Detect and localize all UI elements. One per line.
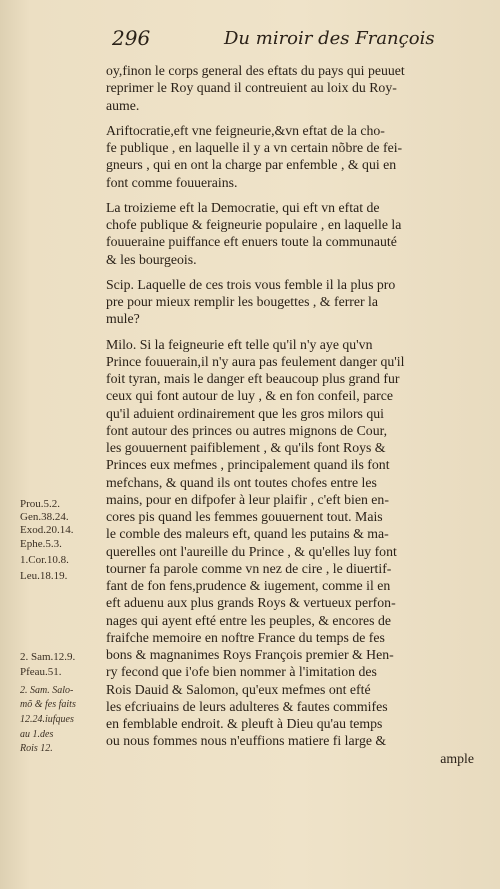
margin-note: au 1.des bbox=[20, 729, 54, 740]
margin-note: 1.Cor.10.8. bbox=[20, 554, 69, 566]
margin-note: 2. Sam.12.9. bbox=[20, 651, 76, 663]
text-line: tourner fa parole comme vn nez de cire , le diuertif- bbox=[106, 560, 392, 576]
text-line: qu'il aduient ordinairement que les gros milors qui bbox=[106, 405, 384, 421]
text-line: bons & magnanimes Roys François premier & Hen- bbox=[106, 647, 394, 662]
text-line: & les bourgeois. bbox=[106, 251, 197, 267]
text-line: font autour des princes ou autres mignons de Cour, bbox=[106, 422, 388, 438]
text-line: gneurs , qui en ont la charge par enfemble , & qui en bbox=[106, 157, 397, 173]
margin-note: Pfeau.51. bbox=[20, 666, 62, 678]
text-line: mefchans, & quand ils ont toutes chofes entre les bbox=[106, 474, 377, 490]
margin-note: Prou.5.2. bbox=[20, 498, 61, 510]
text-line: Princes eux mefmes , principalement quand ils font bbox=[106, 457, 390, 473]
text-line: mule? bbox=[106, 311, 140, 327]
text-line: aume. bbox=[106, 97, 140, 113]
text-line: Prince fouuerain,il n'y aura pas feulement danger qu'il bbox=[106, 353, 405, 369]
text-line: pre pour mieux remplir les bougettes , & ferrer la bbox=[106, 294, 379, 309]
text-line: nages qui ayent efté entre les peuples, & encores de bbox=[106, 612, 392, 628]
text-line: oy,finon le corps general des eftats du pays qui peuuet bbox=[106, 63, 405, 78]
text-line: ry fecond que i'ofe bien nommer à l'imitation des bbox=[106, 664, 377, 680]
margin-note: mõ & fes faits bbox=[20, 699, 76, 710]
text-line: ample bbox=[440, 750, 474, 766]
margin-note: Gen.38.24. bbox=[20, 511, 69, 523]
text-line: fe publique , en laquelle il y a vn certain nõbre de fei- bbox=[106, 140, 403, 155]
text-line: mains, pour en difpofer à leur plaifir , c'eft bien en- bbox=[106, 491, 389, 507]
paragraph bbox=[106, 336, 474, 767]
margin-note: Ephe.5.3. bbox=[20, 538, 62, 550]
margin-note: 12.24.iufques bbox=[20, 714, 74, 725]
paragraph bbox=[106, 122, 474, 191]
text-line: en femblable endroit. & pleuft à Dieu qu'au temps bbox=[106, 716, 383, 731]
text-line: foit tyran, mais le danger eft beaucoup plus grand fur bbox=[106, 371, 400, 386]
margin-note: Exod.20.14. bbox=[20, 524, 74, 536]
text-line: eft aduenu aux plus grands Roys & vertueux perfon- bbox=[106, 595, 396, 611]
text-line: font comme fouuerains. bbox=[106, 174, 238, 190]
text-line: fouueraine puiffance eft enuers toute la communauté bbox=[106, 234, 397, 250]
text-line: Ariftocratie,eft vne feigneurie,&vn eftat de la cho- bbox=[106, 122, 385, 138]
text-line: chofe publique & feigneurie populaire , en laquelle la bbox=[106, 217, 402, 232]
text-line: querelles ont l'aureille du Prince , & qu'elles luy font bbox=[106, 543, 397, 559]
text-line: reprimer le Roy quand il contreuient au loix du Roy- bbox=[106, 80, 397, 96]
paragraph bbox=[106, 276, 474, 328]
margin-note: Leu.18.19. bbox=[20, 570, 68, 582]
text-line: Milo. Si la feigneurie eft telle qu'il n'y aye qu'vn bbox=[106, 336, 373, 352]
paragraph bbox=[106, 199, 474, 268]
text-line: La troizieme eft la Democratie, qui eft vn eftat de bbox=[106, 199, 380, 215]
text-line: fant de fon fens,prudence & iugement, comme il en bbox=[106, 578, 391, 593]
running-title: Du miroir des François bbox=[224, 28, 435, 49]
margin-note: 2. Sam. Salo- bbox=[20, 685, 74, 696]
text-line: les gouuernent paifiblement , & qu'ils font Roys & bbox=[106, 440, 386, 455]
page-number: 296 bbox=[112, 26, 151, 50]
text-line: ou nous fommes nous n'euffions matiere fi large & bbox=[106, 733, 387, 749]
text-line: les efcriuains de leurs adulteres & fautes commifes bbox=[106, 698, 388, 714]
text-line: Rois Dauid & Salomon, qu'eux mefmes ont efté bbox=[106, 681, 371, 697]
text-line: cores pis quand les femmes gouuernent tout. Mais bbox=[106, 509, 383, 524]
text-line: le comble des maleurs eft, quand les putains & ma- bbox=[106, 526, 389, 542]
paragraph bbox=[106, 62, 474, 114]
body-text bbox=[106, 62, 474, 767]
margin-note: Rois 12. bbox=[20, 743, 53, 754]
page-header bbox=[112, 26, 472, 52]
text-line: Scip. Laquelle de ces trois vous femble il la plus pro bbox=[106, 276, 396, 292]
text-line: fraifche memoire en noftre France du temps de fes bbox=[106, 629, 385, 645]
text-line: ceux qui font autour de luy , & en fon confeil, parce bbox=[106, 388, 393, 404]
